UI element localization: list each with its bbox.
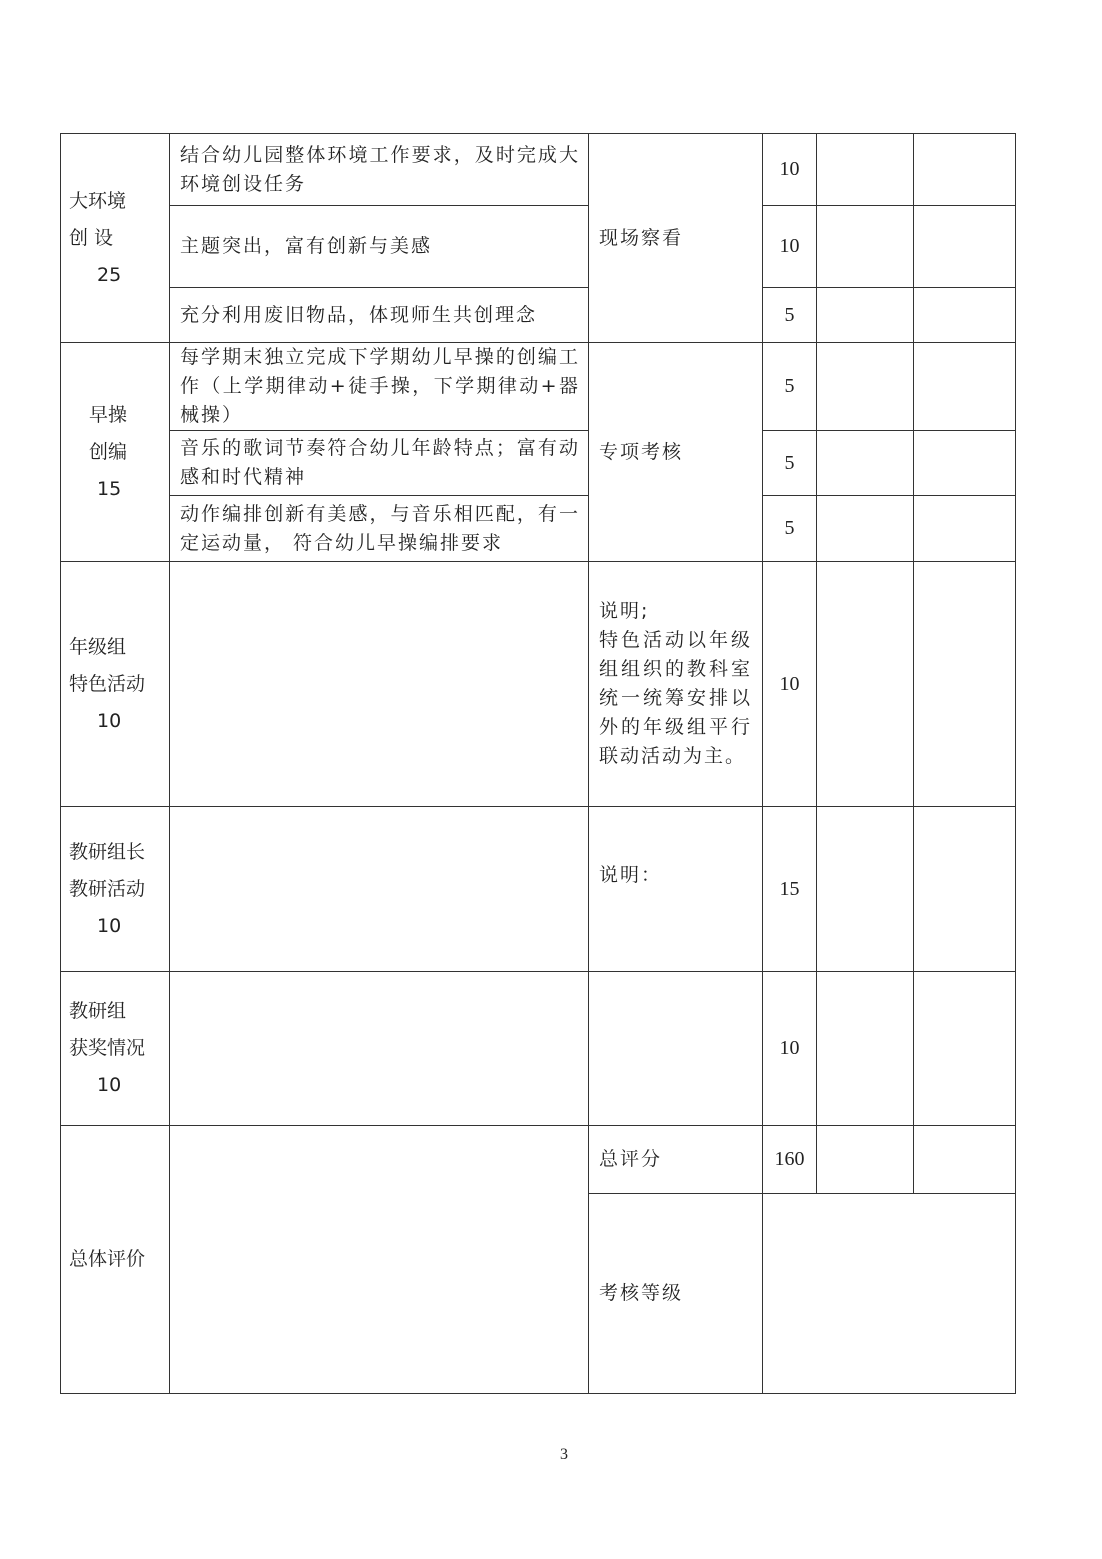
total-score-value: 160 xyxy=(763,1126,817,1194)
criteria-cell: 主题突出，富有创新与美感 xyxy=(170,206,589,288)
blank-cell xyxy=(817,343,914,431)
note-text: 特色活动以年级组组织的教科室统一统筹安排以外的年级组平行联动活动为主。 xyxy=(599,629,752,767)
assessment-method-cell: 专项考核 xyxy=(589,343,763,562)
total-score-label: 总评分 xyxy=(589,1126,763,1194)
category-cell-awards: 教研组 获奖情况 10 xyxy=(61,972,170,1126)
criteria-cell: 充分利用废旧物品，体现师生共创理念 xyxy=(170,288,589,343)
table-row xyxy=(61,288,1016,343)
blank-cell xyxy=(170,807,589,972)
category-cell-environment: 大环境 创 设 25 xyxy=(61,134,170,343)
table-row xyxy=(61,206,1016,288)
blank-cell xyxy=(914,1126,1016,1194)
table-row xyxy=(61,972,1016,1126)
blank-cell xyxy=(914,134,1016,206)
blank-cell xyxy=(817,431,914,496)
table-row xyxy=(61,431,1016,496)
table-row xyxy=(61,343,1016,431)
table-row xyxy=(61,134,1016,206)
blank-cell xyxy=(817,807,914,972)
score-cell: 10 xyxy=(763,562,817,807)
blank-cell xyxy=(589,972,763,1126)
blank-cell xyxy=(817,134,914,206)
criteria-cell: 动作编排创新有美感，与音乐相匹配，有一定运动量， 符合幼儿早操编排要求 xyxy=(170,496,589,562)
blank-cell xyxy=(914,972,1016,1126)
blank-cell xyxy=(170,562,589,807)
blank-cell xyxy=(170,1126,589,1394)
blank-cell xyxy=(170,972,589,1126)
blank-cell xyxy=(914,807,1016,972)
criteria-cell: 结合幼儿园整体环境工作要求，及时完成大环境创设任务 xyxy=(170,134,589,206)
table-row xyxy=(61,496,1016,562)
blank-cell xyxy=(914,343,1016,431)
score-cell: 5 xyxy=(763,343,817,431)
score-cell: 5 xyxy=(763,288,817,343)
grade-level-label: 考核等级 xyxy=(589,1194,763,1394)
category-cell-grade-activity: 年级组 特色活动 10 xyxy=(61,562,170,807)
blank-cell xyxy=(817,206,914,288)
blank-cell xyxy=(914,288,1016,343)
score-cell: 10 xyxy=(763,206,817,288)
category-cell-overall: 总体评价 xyxy=(61,1126,170,1394)
score-cell: 10 xyxy=(763,972,817,1126)
page-number: 3 xyxy=(560,1446,568,1463)
blank-cell xyxy=(817,496,914,562)
blank-cell xyxy=(914,496,1016,562)
evaluation-table xyxy=(60,133,1016,1394)
score-cell: 10 xyxy=(763,134,817,206)
criteria-cell: 每学期末独立完成下学期幼儿早操的创编工作（上学期律动+徒手操，下学期律动+器械操） xyxy=(170,343,589,431)
blank-cell xyxy=(817,562,914,807)
assessment-method-cell: 现场察看 xyxy=(589,134,763,343)
blank-cell xyxy=(817,1126,914,1194)
score-cell: 15 xyxy=(763,807,817,972)
table-row xyxy=(61,1126,1016,1194)
blank-cell xyxy=(914,431,1016,496)
table-row xyxy=(61,807,1016,972)
score-cell: 5 xyxy=(763,496,817,562)
blank-cell xyxy=(914,206,1016,288)
category-cell-morning-exercise: 早操 创编 15 xyxy=(61,343,170,562)
category-cell-leader-activity: 教研组长 教研活动 10 xyxy=(61,807,170,972)
blank-cell xyxy=(817,288,914,343)
blank-cell xyxy=(914,562,1016,807)
note-cell xyxy=(589,562,763,807)
note-cell: 说明： xyxy=(589,807,763,972)
criteria-cell: 音乐的歌词节奏符合幼儿年龄特点；富有动感和时代精神 xyxy=(170,431,589,496)
table-row xyxy=(61,562,1016,807)
score-cell: 5 xyxy=(763,431,817,496)
blank-cell xyxy=(817,972,914,1126)
grade-level-value xyxy=(763,1194,1016,1394)
note-label: 说明; xyxy=(599,600,650,622)
